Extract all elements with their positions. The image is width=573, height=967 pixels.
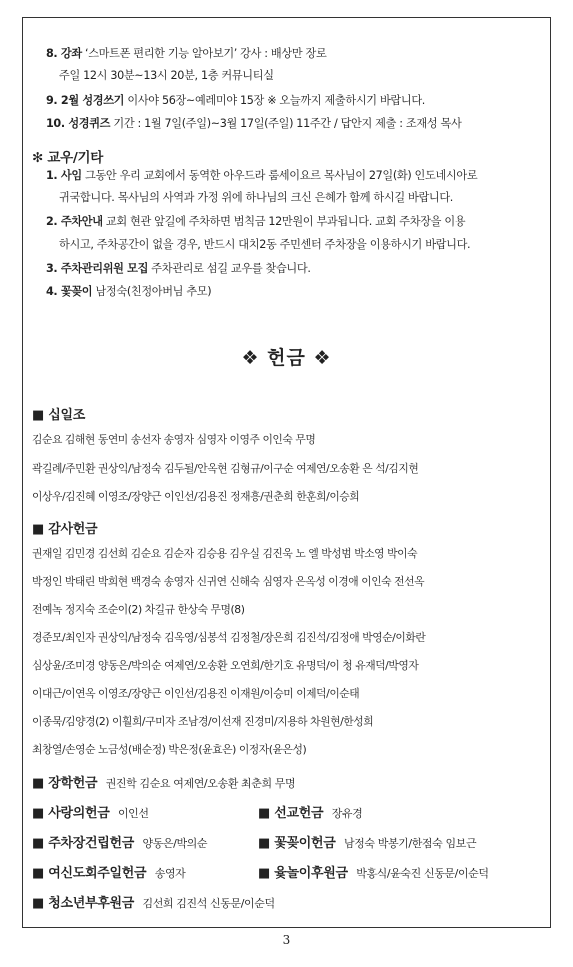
thanks-names-line: 이종묵/김양경(2) 이훨희/구미자 조남경/이선재 진경미/지용하 차원현/한성희	[32, 715, 374, 728]
notice-text: 그동안 우리 교회에서 동역한 아우드라 룸세이요르 목사님이 27일(화) 인도네시아로	[81, 169, 478, 182]
offering-label: ■ 청소년부후원금	[32, 896, 135, 911]
offering-label: ■ 장학헌금	[32, 776, 98, 791]
notice-parking-detail: 하시고, 주차공간이 없을 경우, 반드시 대치2동 주민센터 주차장을 이용하시기 바랍니다.	[59, 238, 471, 251]
notice-parking-committee	[46, 261, 311, 277]
offering-names: 장유경	[331, 807, 363, 820]
offering-names: 김선희 김진석 신동문/이순덕	[142, 897, 275, 910]
offering-label: ■ 윷놀이후원금	[258, 866, 348, 881]
notice-label: 8. 강좌	[46, 47, 82, 60]
tithe-heading: ■ 십일조	[32, 408, 85, 423]
offering-title: ❖ 헌금 ❖	[241, 347, 332, 369]
offering-label: ■ 사랑의헌금	[32, 806, 110, 821]
tithe-names-line: 곽길례/주민환 권상익/남정숙 김두될/안옥현 김형규/이구순 여제연/오송환 은 석/김지현	[32, 462, 419, 475]
section-heading-members: ✻ 교우/기타	[32, 150, 104, 166]
notice-flowers	[46, 284, 211, 300]
thanks-names-line: 심상윤/조미경 양동은/박의순 여제연/오송환 오연희/한기호 유명덕/이 청 유재덕/박영자	[32, 659, 419, 672]
flower-offering	[258, 832, 476, 851]
thanks-names-line: 경준모/최인자 권상익/남정숙 김옥영/심봉석 김정철/장은희 김진석/김정애 박영순/이화란	[32, 631, 426, 644]
scholarship-offering	[32, 772, 295, 791]
notice-item-9	[46, 93, 425, 109]
thanks-names-line: 전예녹 정지숙 조순이(2) 차길규 한상숙 무명(8)	[32, 603, 245, 616]
offering-names: 양동은/박의순	[142, 837, 208, 850]
mission-offering	[258, 802, 362, 821]
tithe-names-line: 김순요 김해현 동연미 송선자 송영자 심영자 이영주 이인숙 무명	[32, 433, 316, 446]
thanks-names-line: 이대근/이연옥 이영조/장양근 이인선/김용진 이재원/이승미 이제덕/이순태	[32, 687, 360, 700]
offering-label: ■ 주차장건립헌금	[32, 836, 135, 851]
notice-label: 9. 2월 성경쓰기	[46, 94, 125, 107]
notice-resign-detail: 귀국합니다. 목사님의 사역과 가정 위에 하나님의 크신 은혜가 함께 하시길 바랍니다.	[59, 191, 454, 204]
yut-game-donation	[258, 862, 489, 881]
offering-label: ■ 선교헌금	[258, 806, 324, 821]
offering-names: 권진학 김순요 여제연/오송환 최춘희 무명	[105, 777, 296, 790]
tithe-names-line: 이상우/김진혜 이영조/장양근 이인선/김용진 정재흥/권춘희 한훈희/이승희	[32, 490, 360, 503]
notice-item-8	[46, 46, 326, 62]
offering-names: 남정숙 박봉기/한점숙 임보근	[343, 837, 477, 850]
notice-label: 4. 꽃꽂이	[46, 285, 93, 298]
offering-names: 박홍식/윤숙진 신동문/이순덕	[356, 867, 489, 880]
offering-names: 송영자	[154, 867, 186, 880]
thanks-names-line: 권재일 김민경 김선희 김순요 김순자 김승용 김우실 김진욱 노 엘 박성범 박소영 박이숙	[32, 547, 418, 560]
womens-sunday-offering	[32, 862, 185, 881]
notice-item-8-detail: 주일 12시 30분~13시 20분, 1층 커뮤니티실	[59, 69, 274, 82]
notice-label: 3. 주차관리위원 모집	[46, 262, 149, 275]
notice-label: 10. 성경퀴즈	[46, 117, 111, 130]
notice-parking	[46, 214, 465, 230]
notice-text: ‘스마트폰 편리한 기능 알아보기’ 강사 : 배상만 장로	[81, 47, 327, 60]
notice-text: 기간 : 1월 7일(주일)~3월 17일(주일) 11주간 / 답안지 제출 : 조재성 목사	[110, 117, 462, 130]
love-offering	[32, 802, 149, 821]
thanks-names-line: 최창열/손영순 노금성(배순정) 박은정(윤효은) 이정자(윤은성)	[32, 743, 307, 756]
notice-text: 주차관리로 섬길 교우를 찾습니다.	[148, 262, 311, 275]
parking-building-offering	[32, 832, 207, 851]
notice-text: 교회 현관 앞길에 주차하면 범칙금 12만원이 부과됩니다. 교회 주차장을 이용	[102, 215, 466, 228]
offering-names: 이인선	[117, 807, 149, 820]
page-number: 3	[282, 933, 291, 947]
youth-dept-donation	[32, 892, 275, 911]
thanks-heading: ■ 감사헌금	[32, 522, 98, 537]
notice-label: 1. 사임	[46, 169, 82, 182]
notice-text: 남정숙(친정아버님 추모)	[92, 285, 212, 298]
notice-text: 이사야 56장~예레미야 15장 ※ 오늘까지 제출하시기 바랍니다.	[124, 94, 425, 107]
notice-label: 2. 주차안내	[46, 215, 103, 228]
thanks-names-line: 박정인 박태린 박희현 백경숙 송영자 신귀연 신해숙 심영자 은옥성 이경애 이인숙 전선옥	[32, 575, 425, 588]
notice-resign	[46, 168, 477, 184]
offering-label: ■ 꽃꽂이헌금	[258, 836, 336, 851]
notice-item-10	[46, 116, 461, 132]
offering-label: ■ 여신도회주일헌금	[32, 866, 147, 881]
